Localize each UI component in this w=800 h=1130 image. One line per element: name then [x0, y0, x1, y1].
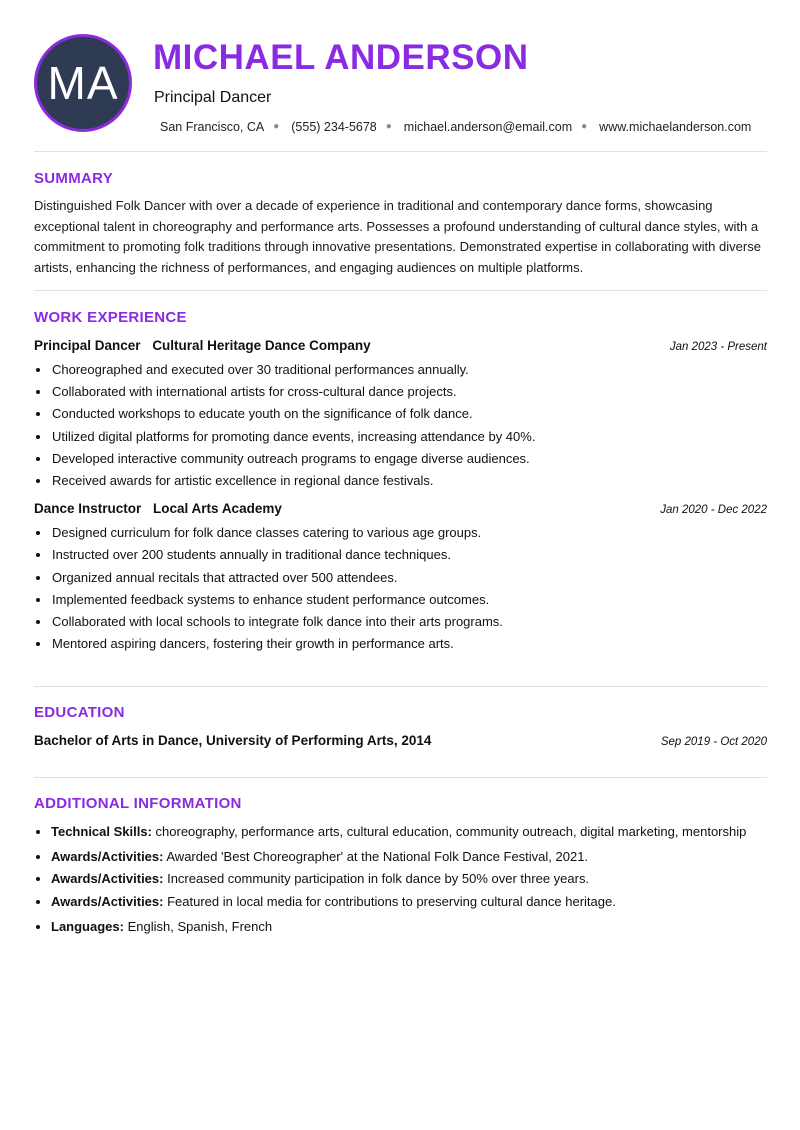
- job-role: Dance Instructor: [34, 501, 142, 517]
- item-label: Awards/Activities:: [51, 849, 164, 865]
- list-item: [51, 868, 767, 890]
- list-item: • Conducted workshops to educate youth on the significance of folk dance.: [51, 403, 767, 425]
- candidate-name: MICHAEL ANDERSON: [153, 38, 529, 77]
- list-item: • Choreographed and executed over 30 traditional performances annually.: [51, 359, 767, 381]
- job-company: Cultural Heritage Dance Company: [152, 338, 371, 353]
- job-company: Local Arts Academy: [153, 501, 282, 517]
- list-item: • Mentored aspiring dancers, fostering their growth in performance arts.: [51, 633, 767, 655]
- item-text: Awarded 'Best Choreographer' at the National Folk Dance Festival, 2021.: [163, 849, 589, 865]
- separator-dot: ●: [581, 121, 588, 132]
- section-heading-work: WORK EXPERIENCE: [34, 309, 187, 326]
- resume-header: [34, 0, 767, 152]
- contact-info: [160, 120, 751, 134]
- list-item: • Utilized digital platforms for promoting dance events, increasing attendance by 40%.: [51, 426, 767, 448]
- list-item: • Collaborated with local schools to integrate folk dance into their arts programs.: [51, 611, 767, 633]
- item-text: Increased community participation in folk dance by 50% over three years.: [163, 871, 590, 887]
- section-divider: [34, 777, 767, 778]
- job-entry: [34, 501, 767, 655]
- contact-location: San Francisco, CA: [160, 120, 265, 134]
- section-divider: [34, 290, 767, 291]
- section-heading-summary: SUMMARY: [34, 170, 114, 187]
- summary-section: [34, 170, 767, 278]
- job-bullets: [34, 359, 767, 492]
- job-header: [34, 338, 767, 353]
- job-entry: [34, 338, 767, 492]
- resume-page: [34, 0, 767, 934]
- list-item: • Organized annual recitals that attracted over 500 attendees.: [51, 567, 767, 589]
- contact-email[interactable]: michael.anderson@email.com: [403, 120, 573, 134]
- list-item: [51, 916, 767, 938]
- list-item: • Developed interactive community outreach programs to engage diverse audiences.: [51, 448, 767, 470]
- item-label: Awards/Activities:: [51, 871, 164, 887]
- job-bullets: [34, 522, 767, 655]
- item-label: Awards/Activities:: [51, 893, 164, 909]
- education-degree: Bachelor of Arts in Dance, University of Performing Arts, 2014: [34, 733, 432, 748]
- item-text: choreography, performance arts, cultural education, community outreach, digital marketing, mentorship: [151, 824, 747, 839]
- job-header: [34, 501, 767, 516]
- job-role: Principal Dancer: [34, 338, 141, 353]
- list-item: • Instructed over 200 students annually in traditional dance techniques.: [51, 544, 767, 566]
- list-item: • Collaborated with international artists for cross-cultural dance projects.: [51, 381, 767, 403]
- contact-phone: (555) 234-5678: [291, 120, 377, 134]
- separator-dot: ●: [273, 121, 280, 132]
- list-item: • Received awards for artistic excellence in regional dance festivals.: [51, 470, 767, 492]
- list-item: • Implemented feedback systems to enhance student performance outcomes.: [51, 589, 767, 611]
- education-entry: [34, 733, 767, 748]
- item-label: Technical Skills:: [51, 824, 152, 839]
- list-item: [51, 846, 767, 868]
- job-dates: Jan 2020 - Dec 2022: [660, 504, 767, 517]
- item-label: Languages:: [51, 918, 124, 934]
- education-section: [34, 704, 767, 748]
- additional-info-section: [34, 795, 767, 938]
- section-heading-education: EDUCATION: [34, 704, 125, 721]
- work-experience-section: [34, 309, 767, 655]
- avatar-initials: MA: [47, 57, 119, 109]
- list-item: [51, 891, 767, 913]
- item-text: Featured in local media for contributions to preserving cultural dance heritage.: [163, 893, 616, 909]
- avatar: [34, 34, 132, 132]
- section-heading-additional: ADDITIONAL INFORMATION: [34, 795, 242, 812]
- summary-text: Distinguished Folk Dancer with over a decade of experience in traditional and contemporary dance forms, showcasing exceptional talent in choreography and performance arts. Possesses a profound understanding of cultural dance styles, with a commitment to promoting folk traditions through innovative presentations. Demonstrated expertise in collaborating with diverse artists, enhancing the richness of performances, and engaging audiences on multiple platforms.: [34, 198, 761, 275]
- list-item: • Designed curriculum for folk dance classes catering to various age groups.: [51, 522, 767, 544]
- section-divider: [34, 686, 767, 687]
- candidate-title: Principal Dancer: [154, 89, 272, 106]
- additional-info-list: [34, 821, 767, 938]
- item-text: English, Spanish, French: [123, 918, 273, 934]
- job-dates: Jan 2023 - Present: [669, 341, 767, 353]
- contact-website[interactable]: www.michaelanderson.com: [599, 120, 752, 134]
- list-item: [51, 821, 767, 843]
- separator-dot: ●: [385, 121, 392, 132]
- education-dates: Sep 2019 - Oct 2020: [660, 736, 767, 748]
